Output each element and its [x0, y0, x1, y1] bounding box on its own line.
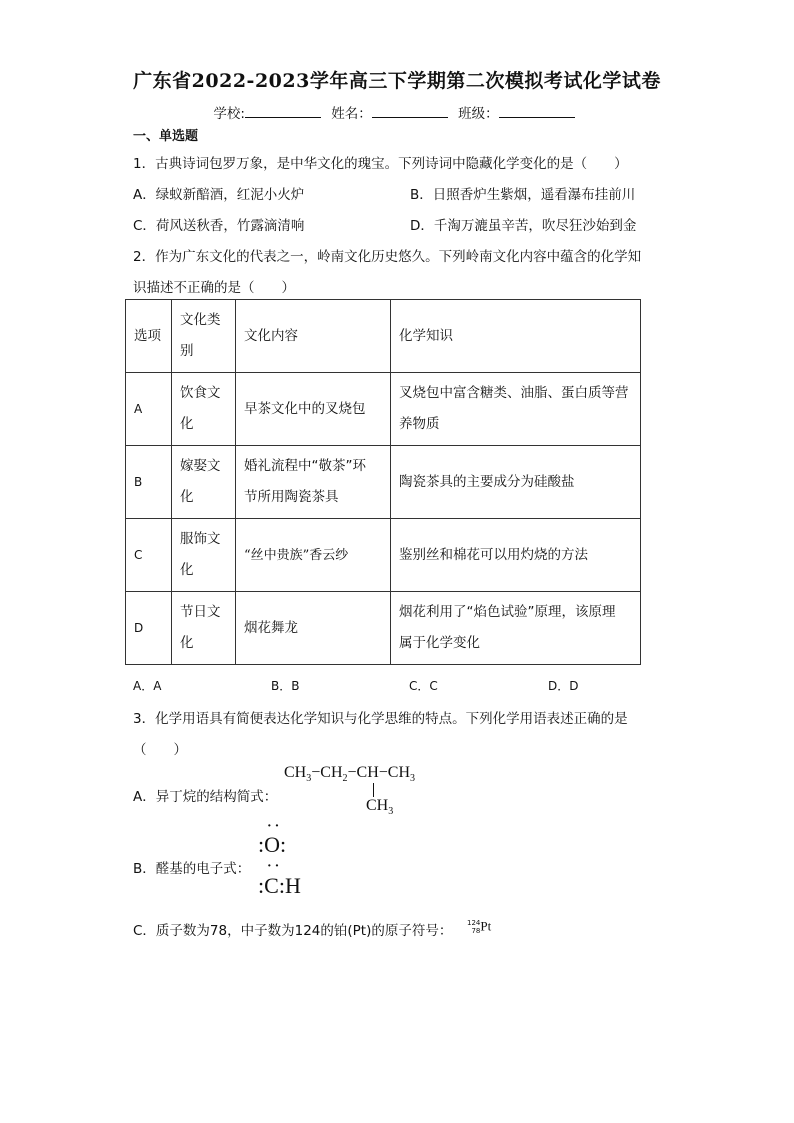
q1-option-a: A．绿蚁新醅酒，红泥小火炉 [133, 187, 305, 203]
row-category [172, 519, 236, 592]
row-content [236, 519, 391, 592]
table-row [126, 519, 641, 592]
row-content [236, 592, 391, 665]
name-blank [372, 105, 448, 118]
bond-pair-ch: : [278, 873, 285, 898]
row-category [172, 373, 236, 446]
header-category [172, 300, 236, 373]
row-category-line2: 化 [180, 562, 194, 578]
q2-answer-c: C．C [409, 679, 438, 693]
q2-answer-d: D．D [548, 679, 579, 693]
name-label: 姓名： [331, 106, 372, 122]
row-knowledge-line1: 鉴别丝和棉花可以用灼烧的方法 [399, 546, 588, 563]
section-heading: 一、单选题 [133, 129, 199, 144]
q3-stem-line2: （ ） [133, 742, 187, 758]
row-knowledge-line1: 烟花利用了“焰色试验”原理，该原理 [399, 604, 616, 620]
table-row [126, 446, 641, 519]
branch-ch3 [366, 797, 393, 815]
header-knowledge: 化学知识 [391, 300, 641, 373]
table-row [126, 592, 641, 665]
header-option: 选项 [126, 300, 172, 373]
school-label: 学校: [213, 106, 245, 122]
row-category-line1: 节日文 [180, 604, 221, 620]
row-content [236, 446, 391, 519]
formula-sub-3: 3 [306, 773, 312, 784]
row-knowledge-line1: 叉烧包中富含糖类、油脂、蛋白质等营 [399, 385, 629, 401]
q1-option-c: C．荷风送秋香，竹露滴清响 [133, 218, 305, 234]
platinum-symbol [467, 916, 491, 935]
header-category-line2: 别 [180, 343, 194, 359]
atomic-number: 78 [471, 926, 481, 935]
row-knowledge [391, 592, 641, 665]
row-knowledge [391, 446, 641, 519]
q1-stem: 1．古典诗词包罗万象，是中华文化的瑰宝。下列诗词中隐藏化学变化的是（ ） [133, 156, 628, 172]
formula-sub-2: 2 [342, 773, 348, 784]
class-blank [499, 105, 575, 118]
row-option: C [126, 519, 172, 592]
row-category-line2: 化 [180, 416, 194, 432]
q2-answer-a: A．A [133, 679, 162, 693]
header-content: 文化内容 [236, 300, 391, 373]
bond-pair-left: : [258, 873, 265, 898]
q3-option-b-label: B．醛基的电子式： [133, 861, 251, 877]
atom-o: O [264, 832, 281, 857]
formula-sub-3: 3 [388, 806, 394, 817]
page-title: 广东省2022-2023学年高三下学期第二次模拟考试化学试卷 [133, 70, 661, 92]
row-category-line1: 饮食文 [180, 385, 221, 401]
culture-table [125, 299, 641, 665]
q1-option-b: B．日照香炉生紫烟，遥看瀑布挂前川 [410, 187, 636, 203]
table-row [126, 373, 641, 446]
formula-bond: − [347, 764, 357, 781]
row-content [236, 373, 391, 446]
row-knowledge [391, 373, 641, 446]
row-category-line1: 服饰文 [180, 531, 221, 547]
atom-h: H [284, 873, 301, 898]
lone-pair-right: : [280, 832, 287, 857]
formula-sub-3: 3 [410, 773, 416, 784]
class-label: 班级： [458, 106, 499, 122]
row-content-line2: 节所用陶瓷茶具 [244, 489, 339, 505]
nuclide-numbers [467, 919, 480, 935]
q2-stem-line1: 2．作为广东文化的代表之一，岭南文化历史悠久。下列岭南文化内容中蕴含的化学知 [133, 249, 642, 265]
q3-option-a-label: A．异丁烷的结构简式： [133, 789, 278, 805]
o-top-dots: ·· [267, 819, 283, 834]
formula-bond: − [311, 764, 321, 781]
formula-ch: CH [356, 764, 379, 781]
formula-branch-ch: CH [366, 797, 389, 814]
row-content-line1: 早茶文化中的叉烧包 [244, 400, 366, 417]
row-knowledge-line2: 养物质 [399, 416, 440, 432]
co-bond-dots: ·· [267, 859, 283, 874]
q2-answer-b: B．B [271, 679, 300, 693]
aldehyde-o-line [258, 832, 286, 858]
table-header-row [126, 300, 641, 373]
row-option: D [126, 592, 172, 665]
aldehyde-ch-line [258, 873, 301, 899]
formula-ch3-1: CH [284, 764, 307, 781]
row-content-line1: “丝中贵族”香云纱 [244, 547, 349, 563]
row-category-line1: 嫁娶文 [180, 458, 221, 474]
header-category-line1: 文化类 [180, 312, 221, 328]
q3-stem-line1: 3．化学用语具有简便表达化学知识与化学思维的特点。下列化学用语表述正确的是 [133, 711, 628, 727]
formula-bond: − [378, 764, 388, 781]
formula-ch3-2: CH [387, 764, 411, 781]
row-knowledge-line2: 属于化学变化 [399, 635, 480, 651]
row-category [172, 592, 236, 665]
q3-option-c-label: C．质子数为78，中子数为124的铂(Pt)的原子符号： [133, 923, 453, 939]
school-blank [245, 105, 321, 118]
row-knowledge-line1: 陶瓷茶具的主要成分为硅酸盐 [399, 473, 575, 490]
formula-ch2: CH [320, 764, 343, 781]
q2-stem-line2: 识描述不正确的是（ ） [133, 280, 295, 296]
lone-pair-left: : [258, 832, 265, 857]
row-category [172, 446, 236, 519]
row-category-line2: 化 [180, 635, 194, 651]
isobutane-formula [284, 764, 415, 782]
row-content-line1: 婚礼流程中“敬茶”环 [244, 458, 366, 474]
element-symbol: Pt [480, 918, 492, 934]
row-option: B [126, 446, 172, 519]
row-knowledge [391, 519, 641, 592]
student-info-line [0, 102, 794, 122]
atom-c: C [264, 873, 279, 898]
row-content-line1: 烟花舞龙 [244, 619, 298, 636]
branch-bond-line [373, 783, 374, 797]
mass-number: 124 [467, 918, 481, 927]
row-option: A [126, 373, 172, 446]
q1-option-d: D．千淘万漉虽辛苦，吹尽狂沙始到金 [410, 218, 637, 234]
row-category-line2: 化 [180, 489, 194, 505]
